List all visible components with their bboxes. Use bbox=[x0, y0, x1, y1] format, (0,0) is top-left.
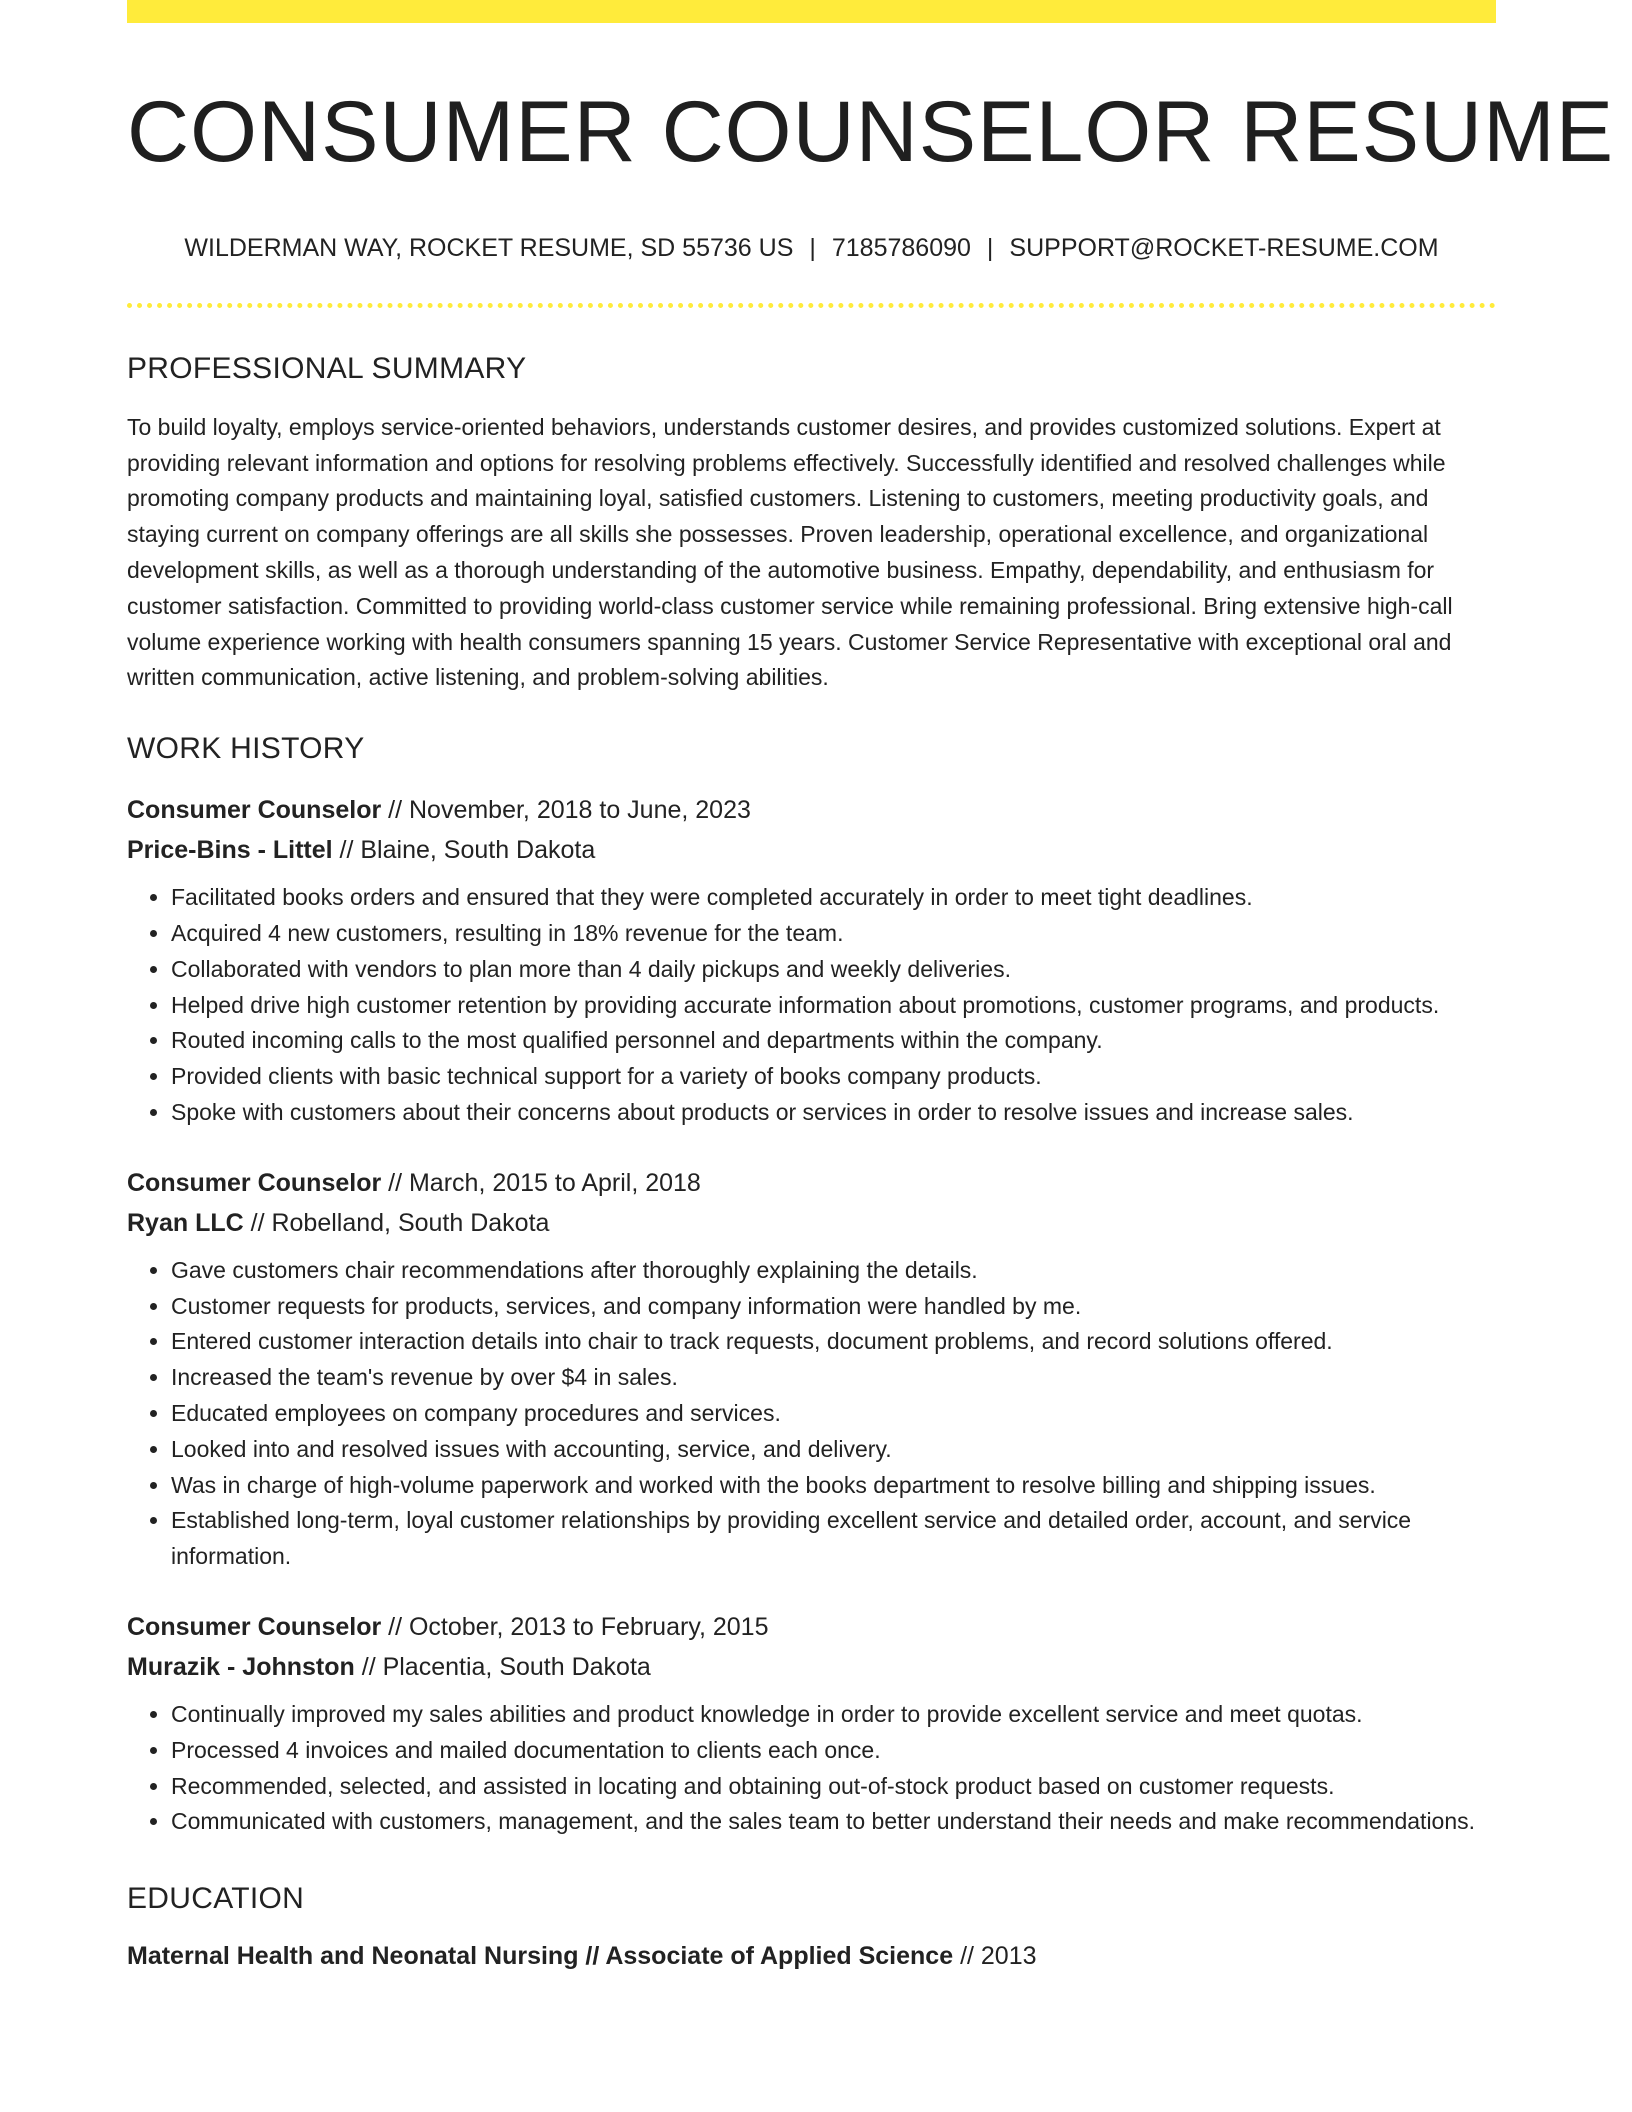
phone: 7185786090 bbox=[831, 233, 971, 262]
job-dates: // October, 2013 to February, 2015 bbox=[381, 1613, 769, 1642]
job-bullet: • Educated employees on company procedures and services. bbox=[171, 1396, 1496, 1432]
top-accent-bar bbox=[127, 0, 1496, 23]
job-entry bbox=[127, 790, 1496, 1131]
email: SUPPORT@ROCKET-RESUME.COM bbox=[1009, 233, 1439, 262]
education-degree: Maternal Health and Neonatal Nursing // Associate of Applied Science bbox=[127, 1942, 954, 1971]
summary-heading: PROFESSIONAL SUMMARY bbox=[127, 351, 527, 385]
job-bullet: • Gave customers chair recommendations after thoroughly explaining the details. bbox=[171, 1253, 1496, 1289]
job-company: Ryan LLC bbox=[127, 1208, 244, 1237]
job-bullet: • Communicated with customers, management, and the sales team to better understand their needs and make recommendations. bbox=[171, 1804, 1496, 1840]
resume-page bbox=[127, 0, 1615, 1971]
job-bullet: • Spoke with customers about their concerns about products or services in order to resolve issues and increase sales. bbox=[171, 1095, 1496, 1131]
job-dates: // November, 2018 to June, 2023 bbox=[381, 796, 751, 825]
job-bullets bbox=[127, 1253, 1496, 1575]
job-location: // Robelland, South Dakota bbox=[243, 1208, 550, 1237]
education-entry bbox=[127, 1942, 1496, 1971]
address: WILDERMAN WAY, ROCKET RESUME, SD 55736 US bbox=[184, 233, 794, 262]
job-bullet: • Acquired 4 new customers, resulting in 18% revenue for the team. bbox=[171, 916, 1496, 952]
job-role-line bbox=[127, 790, 1496, 830]
job-location: // Placentia, South Dakota bbox=[354, 1653, 651, 1682]
job-bullet: • Routed incoming calls to the most qualified personnel and departments within the company. bbox=[171, 1023, 1496, 1059]
separator: | bbox=[986, 233, 994, 262]
job-company-line bbox=[127, 1203, 1496, 1243]
contact-line bbox=[127, 234, 1496, 263]
job-role: Consumer Counselor bbox=[127, 796, 382, 825]
job-company: Murazik - Johnston bbox=[127, 1653, 355, 1682]
job-bullet: • Facilitated books orders and ensured that they were completed accurately in order to meet tight deadlines. bbox=[171, 880, 1496, 916]
job-bullet: • Provided clients with basic technical support for a variety of books company products. bbox=[171, 1059, 1496, 1095]
job-dates: // March, 2015 to April, 2018 bbox=[381, 1168, 701, 1197]
job-company-line bbox=[127, 830, 1496, 870]
job-role: Consumer Counselor bbox=[127, 1168, 382, 1197]
job-bullet: • Processed 4 invoices and mailed documentation to clients each once. bbox=[171, 1733, 1496, 1769]
job-bullet: • Recommended, selected, and assisted in locating and obtaining out-of-stock product based on customer requests. bbox=[171, 1769, 1496, 1805]
job-bullet: • Customer requests for products, services, and company information were handled by me. bbox=[171, 1289, 1496, 1325]
dotted-divider bbox=[127, 303, 1496, 308]
job-bullet: • Established long-term, loyal customer relationships by providing excellent service and detailed order, account, and service information. bbox=[171, 1503, 1496, 1575]
job-location: // Blaine, South Dakota bbox=[332, 836, 596, 865]
job-bullet: • Continually improved my sales abilities and product knowledge in order to provide excellent service and meet quotas. bbox=[171, 1697, 1496, 1733]
job-bullet: • Helped drive high customer retention by providing accurate information about promotions, customer programs, and products. bbox=[171, 988, 1496, 1024]
job-role-line bbox=[127, 1163, 1496, 1203]
job-company-line bbox=[127, 1647, 1496, 1687]
job-bullets bbox=[127, 1697, 1496, 1840]
job-bullet: • Was in charge of high-volume paperwork and worked with the books department to resolve billing and shipping issues. bbox=[171, 1468, 1496, 1504]
job-role-line bbox=[127, 1607, 1496, 1647]
job-role: Consumer Counselor bbox=[127, 1613, 382, 1642]
job-bullet: • Looked into and resolved issues with accounting, service, and delivery. bbox=[171, 1432, 1496, 1468]
job-bullets bbox=[127, 880, 1496, 1131]
separator: | bbox=[809, 233, 816, 262]
education-year: // 2013 bbox=[953, 1942, 1037, 1971]
education-heading: EDUCATION bbox=[127, 1882, 305, 1916]
job-company: Price-Bins - Littel bbox=[127, 836, 333, 865]
resume-title: CONSUMER COUNSELOR RESUME bbox=[127, 84, 1615, 180]
work-history-heading: WORK HISTORY bbox=[127, 732, 365, 766]
job-bullet: • Increased the team's revenue by over $4 in sales. bbox=[171, 1360, 1496, 1396]
job-bullet: • Entered customer interaction details into chair to track requests, document problems, and record solutions offered. bbox=[171, 1324, 1496, 1360]
job-bullet: • Collaborated with vendors to plan more than 4 daily pickups and weekly deliveries. bbox=[171, 952, 1496, 988]
summary-text: To build loyalty, employs service-oriented behaviors, understands customer desires, and provides customized solutions. Expert at providing relevant information and options for resolving problems effectively. Successfully identified and resolved challenges while promoting company products and maintaining loyal, satisfied customers. Listening to customers, meeting productivity goals, and staying current on company offerings are all skills she possesses. Proven leadership, operational excellence, and organizational development skills, as well as a thorough understanding of the automotive business. Empathy, dependability, and enthusiasm for customer satisfaction. Committed to providing world-class customer service while remaining professional. Bring extensive high-call volume experience working with health consumers spanning 15 years. Customer Service Representative with exceptional oral and written communication, active listening, and problem-solving abilities. bbox=[127, 413, 1453, 691]
job-entry bbox=[127, 1163, 1496, 1575]
job-entry bbox=[127, 1607, 1496, 1840]
